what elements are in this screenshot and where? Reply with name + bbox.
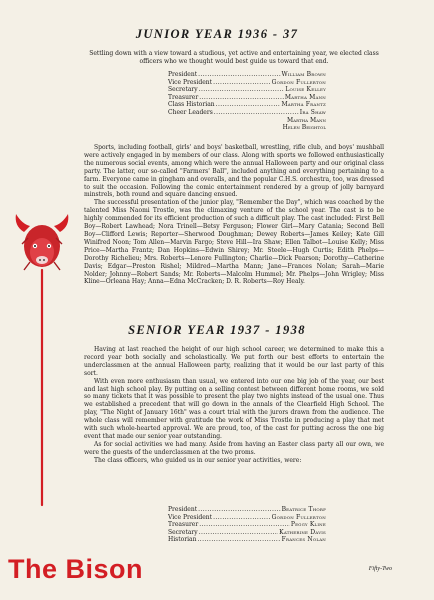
- page-number: Fifty-Two: [368, 566, 392, 572]
- officer-row: [168, 521, 326, 529]
- leader-dots: [199, 86, 285, 94]
- leader-dots: [199, 521, 290, 529]
- officer-role: Secretary: [168, 86, 198, 94]
- leader-dots: [198, 506, 280, 514]
- junior-intro-block: [84, 50, 384, 66]
- officer-name: Katherine Davis: [279, 528, 326, 536]
- officer-row: [168, 514, 326, 522]
- officer-row: [168, 94, 326, 102]
- officer-name: Martha Frantz: [281, 101, 326, 109]
- senior-body: [84, 346, 384, 465]
- leader-dots: [199, 529, 278, 537]
- leader-dots: [199, 94, 284, 102]
- bison-head-icon: [16, 214, 69, 270]
- leader-dots: [216, 101, 281, 109]
- officer-role: Historian: [168, 536, 197, 544]
- officer-role: Treasurer: [168, 521, 199, 529]
- leader-dots: [213, 514, 271, 522]
- leader-dots: [197, 536, 280, 544]
- junior-body: [84, 144, 384, 286]
- officer-name: Gordon Fullerton: [271, 78, 326, 86]
- officer-row: [168, 506, 326, 514]
- cheer-leader-extra: Helen Beightol: [282, 124, 326, 132]
- officer-row: [168, 536, 326, 544]
- leader-dots: [214, 109, 299, 117]
- officer-role: Vice President: [168, 78, 213, 86]
- officer-row: [168, 79, 326, 87]
- senior-officers-intro: The class officers, who guided us in our senior year activities, were:: [94, 456, 302, 464]
- junior-sports-paragraph: Sports, including football, girls' and boys' basketball, wrestling, rifle club, and boys' mushball were actively engaged in by members of our class. Along with sports we followed enthusiastically the numerous social events, among which were the annual Halloween party and our original class party. The latter, our so-called "Farmers' Ball", included anything and everything pertaining to a farm. Everyone came in gingham and overalls, and the popular C.H.S. orchestra, too, was dressed to suit the occasion. Following the comic entertainment rendered by a group of jolly barnyard minstrels, both round and square dancing ensued.: [84, 144, 384, 199]
- leader-dots: [198, 71, 280, 79]
- senior-play-paragraph: With even more enthusiasm than usual, we entered into our one big job of the year, our best and last high school play. By putting on a selling contest between different home rooms, we sold so many tickets that it was possible to present the play two nights instead of the usual one. Thus we established a precedent that will go down in the annals of the Clearfield High School. The play, "The Night of January 16th" was a court trial with the jurors drawn from the audience. The whole class will remember with gratitude the work of Miss Trostle in producing a play that met with such whole-hearted approval. We are proud, too, of the cast for putting across the one big event that made our senior year outstanding.: [84, 377, 384, 440]
- senior-social-paragraph: As for social activities we had many. Aside from having an Easter class party all our own, we were the guests of the underclassmen at the two proms.: [84, 440, 384, 456]
- yearbook-title: The Bison: [8, 554, 144, 584]
- senior-intro-paragraph: Having at last reached the height of our high school career, we determined to make this a record year both socially and scholastically. We put forth our best efforts to entertain the underclassmen at the annual Halloween party, realizing that it would be our last party of this sort.: [84, 346, 384, 377]
- officer-role: Cheer Leaders: [168, 108, 213, 116]
- cheer-leader-extra: Martha Mann: [287, 116, 326, 124]
- junior-officers-list: [168, 71, 326, 132]
- officer-row: [168, 101, 326, 109]
- officer-role: Treasurer: [168, 93, 199, 101]
- officer-name: William Brown: [281, 71, 326, 78]
- officer-row: [168, 86, 326, 94]
- officer-role: President: [168, 506, 198, 513]
- senior-officers-list: [168, 506, 326, 544]
- junior-year-heading: JUNIOR YEAR 1936 - 37: [135, 27, 299, 41]
- officer-role: Class Historian: [168, 101, 215, 109]
- officer-row: [168, 109, 326, 117]
- officer-role: President: [168, 71, 198, 78]
- leader-dots: [213, 79, 271, 87]
- officer-name: Beatrice Thorp: [281, 506, 326, 513]
- officer-name: Gordon Fullerton: [271, 513, 326, 521]
- senior-year-heading: SENIOR YEAR 1937 - 1938: [128, 323, 306, 337]
- officer-name: Louise Kelley: [285, 86, 326, 94]
- officer-role: Secretary: [168, 528, 198, 536]
- officer-role: Vice President: [168, 513, 213, 521]
- officer-name: Martha Mann: [284, 93, 326, 101]
- officer-row: [168, 529, 326, 537]
- officer-name: Frances Nolan: [281, 536, 326, 544]
- junior-play-paragraph: The successful presentation of the junior play, "Remember the Day", which was coached by the talented Miss Naomi Trostle, was the climaxing venture of the school year. The cast is to be highly commended for its efficient production of such a difficult play. The cast included: First Bell Boy—Robert Lawhead; Nora Trinell—Betsy Ferguson; Flower Girl—Mary Catania; Second Bell Boy—Clifford Lewis; Reporter—Sherwood Doughman; Dewey Roberts—James Keiley; Kate Gill Winifred Noon; Tom Allen—Marvin Fargo; Steve Hill—Ira Shaw; Ellen Talbot—Louise Kelly; Miss Price—Martha Frantz; Dan Hopkins—Edwin Shirey; Mr. Steele—Hugh Curtis; Edith Phelps—Dorothy Richelieu; Mrs. Roberts—Lenore Fullington; Charlie—Dick Pearson; Dorothy—Catherine Davis; Edgar—Preston Rishel; Mildred—Martha Mann; Jane—Frances Nolan; Sarah—Marie Nolder; Johnny—Robert Sands; Mr. Roberts—Malcolm Hummel; Mr. Phelps—John Wrigley; Miss Kline—Orleana Hay; Anna—Edna McCracken; D. R. Roberts—Roy Healy.: [84, 199, 384, 286]
- junior-intro-paragraph: Settling down with a view toward a studious, yet active and entertaining year, we elected class officers who we thought would best guide us toward that end.: [89, 50, 379, 65]
- officer-row: [168, 71, 326, 79]
- officer-name: Peggy Kline: [290, 521, 326, 529]
- officer-name: Ira Shaw: [299, 108, 326, 116]
